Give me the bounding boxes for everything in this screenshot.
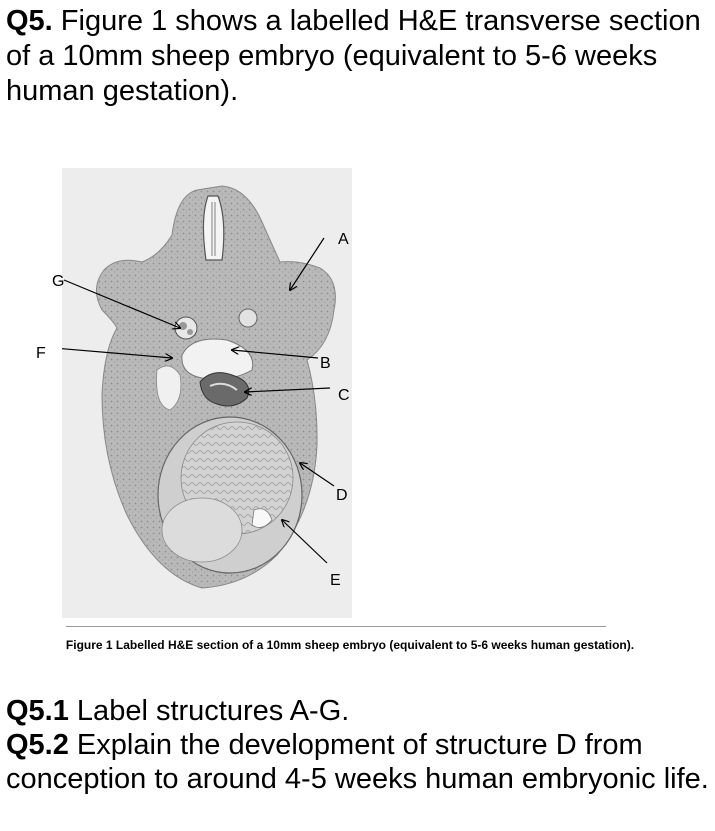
label-c: C <box>338 387 350 404</box>
subquestions <box>6 694 712 796</box>
label-a: A <box>338 231 349 248</box>
question-number: Q5. <box>6 5 53 37</box>
subquestion-2-number: Q5.2 <box>6 729 69 761</box>
figure-caption: Figure 1 Labelled H&E section of a 10mm sheep embryo (equivalent to 5-6 weeks human gestation). <box>65 638 635 652</box>
embryo-figure <box>62 160 352 630</box>
label-g: G <box>52 273 65 290</box>
subquestion-2 <box>6 728 712 796</box>
question-intro <box>6 4 712 109</box>
label-f: F <box>36 345 46 362</box>
label-d: D <box>336 487 348 504</box>
question-text: Figure 1 shows a labelled H&E transverse section of a 10mm sheep embryo (equivalent to 5-6 weeks human gestation). <box>6 5 701 107</box>
figure-rule <box>66 626 606 627</box>
subquestion-1-number: Q5.1 <box>6 695 69 727</box>
embryo-section-image <box>62 160 352 630</box>
left-labels <box>0 0 100 380</box>
subquestion-1 <box>6 694 712 728</box>
subquestion-2-text: Explain the development of structure D from conception to around 4-5 weeks human embryonic life. <box>6 729 709 795</box>
subquestion-1-text: Label structures A-G. <box>68 695 350 727</box>
neural-tube <box>203 196 223 260</box>
label-e: E <box>330 572 341 589</box>
label-b: B <box>320 355 331 372</box>
